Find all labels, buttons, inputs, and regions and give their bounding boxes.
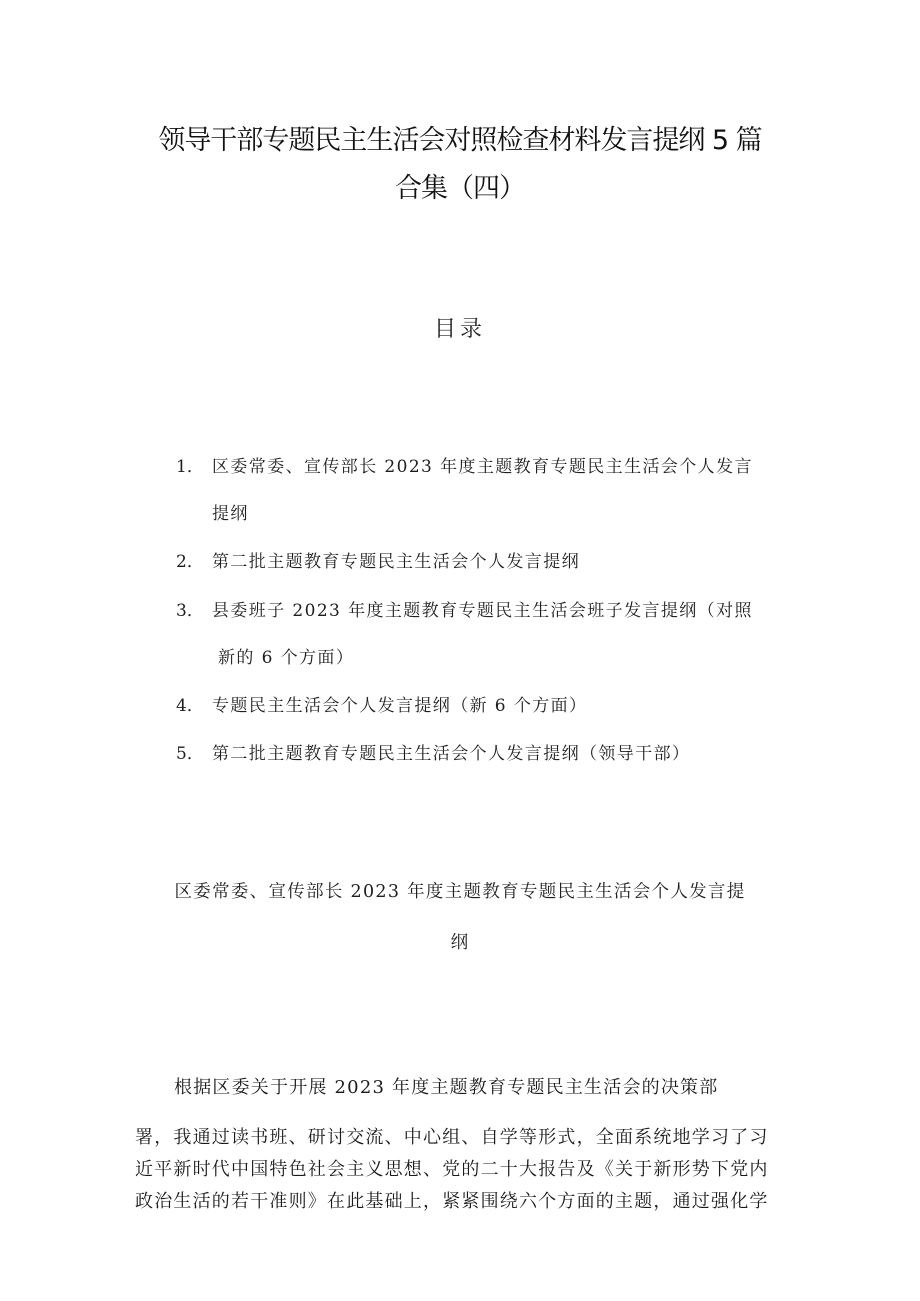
toc-item-3-text-continued[interactable]: 新的 6 个方面） [218, 648, 355, 668]
toc-item-4-number: 4． [176, 696, 204, 716]
section-title-line-2: 纲 [450, 933, 470, 953]
toc-item-2-text[interactable]: 第二批主题教育专题民主生活会个人发言提纲 [212, 552, 580, 572]
toc-item-5-text[interactable]: 第二批主题教育专题民主生活会个人发言提纲（领导干部） [212, 744, 691, 764]
paragraph-line-3: 近平新时代中国特色社会主义思想、党的二十大报告及《关于新形势下党内 [135, 1159, 769, 1180]
section-title-line-1: 区委常委、宣传部长 2023 年度主题教育专题民主生活会个人发言提 [174, 882, 746, 902]
document-title-line-1: 领导干部专题民主生活会对照检查材料发言提纲 5 篇 [158, 125, 762, 156]
toc-item-1-number: 1． [176, 457, 204, 477]
toc-item-2-number: 2． [176, 552, 204, 572]
toc-item-1-text[interactable]: 区委常委、宣传部长 2023 年度主题教育专题民主生活会个人发言 [212, 457, 753, 477]
document-title-line-2: 合集（四） [395, 173, 525, 204]
toc-item-1-text-continued[interactable]: 提纲 [212, 504, 249, 524]
paragraph-line-2: 署，我通过读书班、研讨交流、中心组、自学等形式，全面系统地学习了习 [135, 1127, 769, 1148]
toc-item-4-text[interactable]: 专题民主生活会个人发言提纲（新 6 个方面） [212, 696, 588, 716]
toc-item-3-number: 3． [176, 601, 204, 621]
toc-heading: 目录 [433, 317, 486, 342]
paragraph-line-4: 政治生活的若干准则》在此基础上，紧紧围绕六个方面的主题，通过强化学 [135, 1191, 769, 1212]
toc-item-3-text[interactable]: 县委班子 2023 年度主题教育专题民主生活会班子发言提纲（对照 [212, 601, 753, 621]
toc-item-5-number: 5． [176, 744, 204, 764]
paragraph-line-1: 根据区委关于开展 2023 年度主题教育专题民主生活会的决策部 [174, 1077, 719, 1098]
